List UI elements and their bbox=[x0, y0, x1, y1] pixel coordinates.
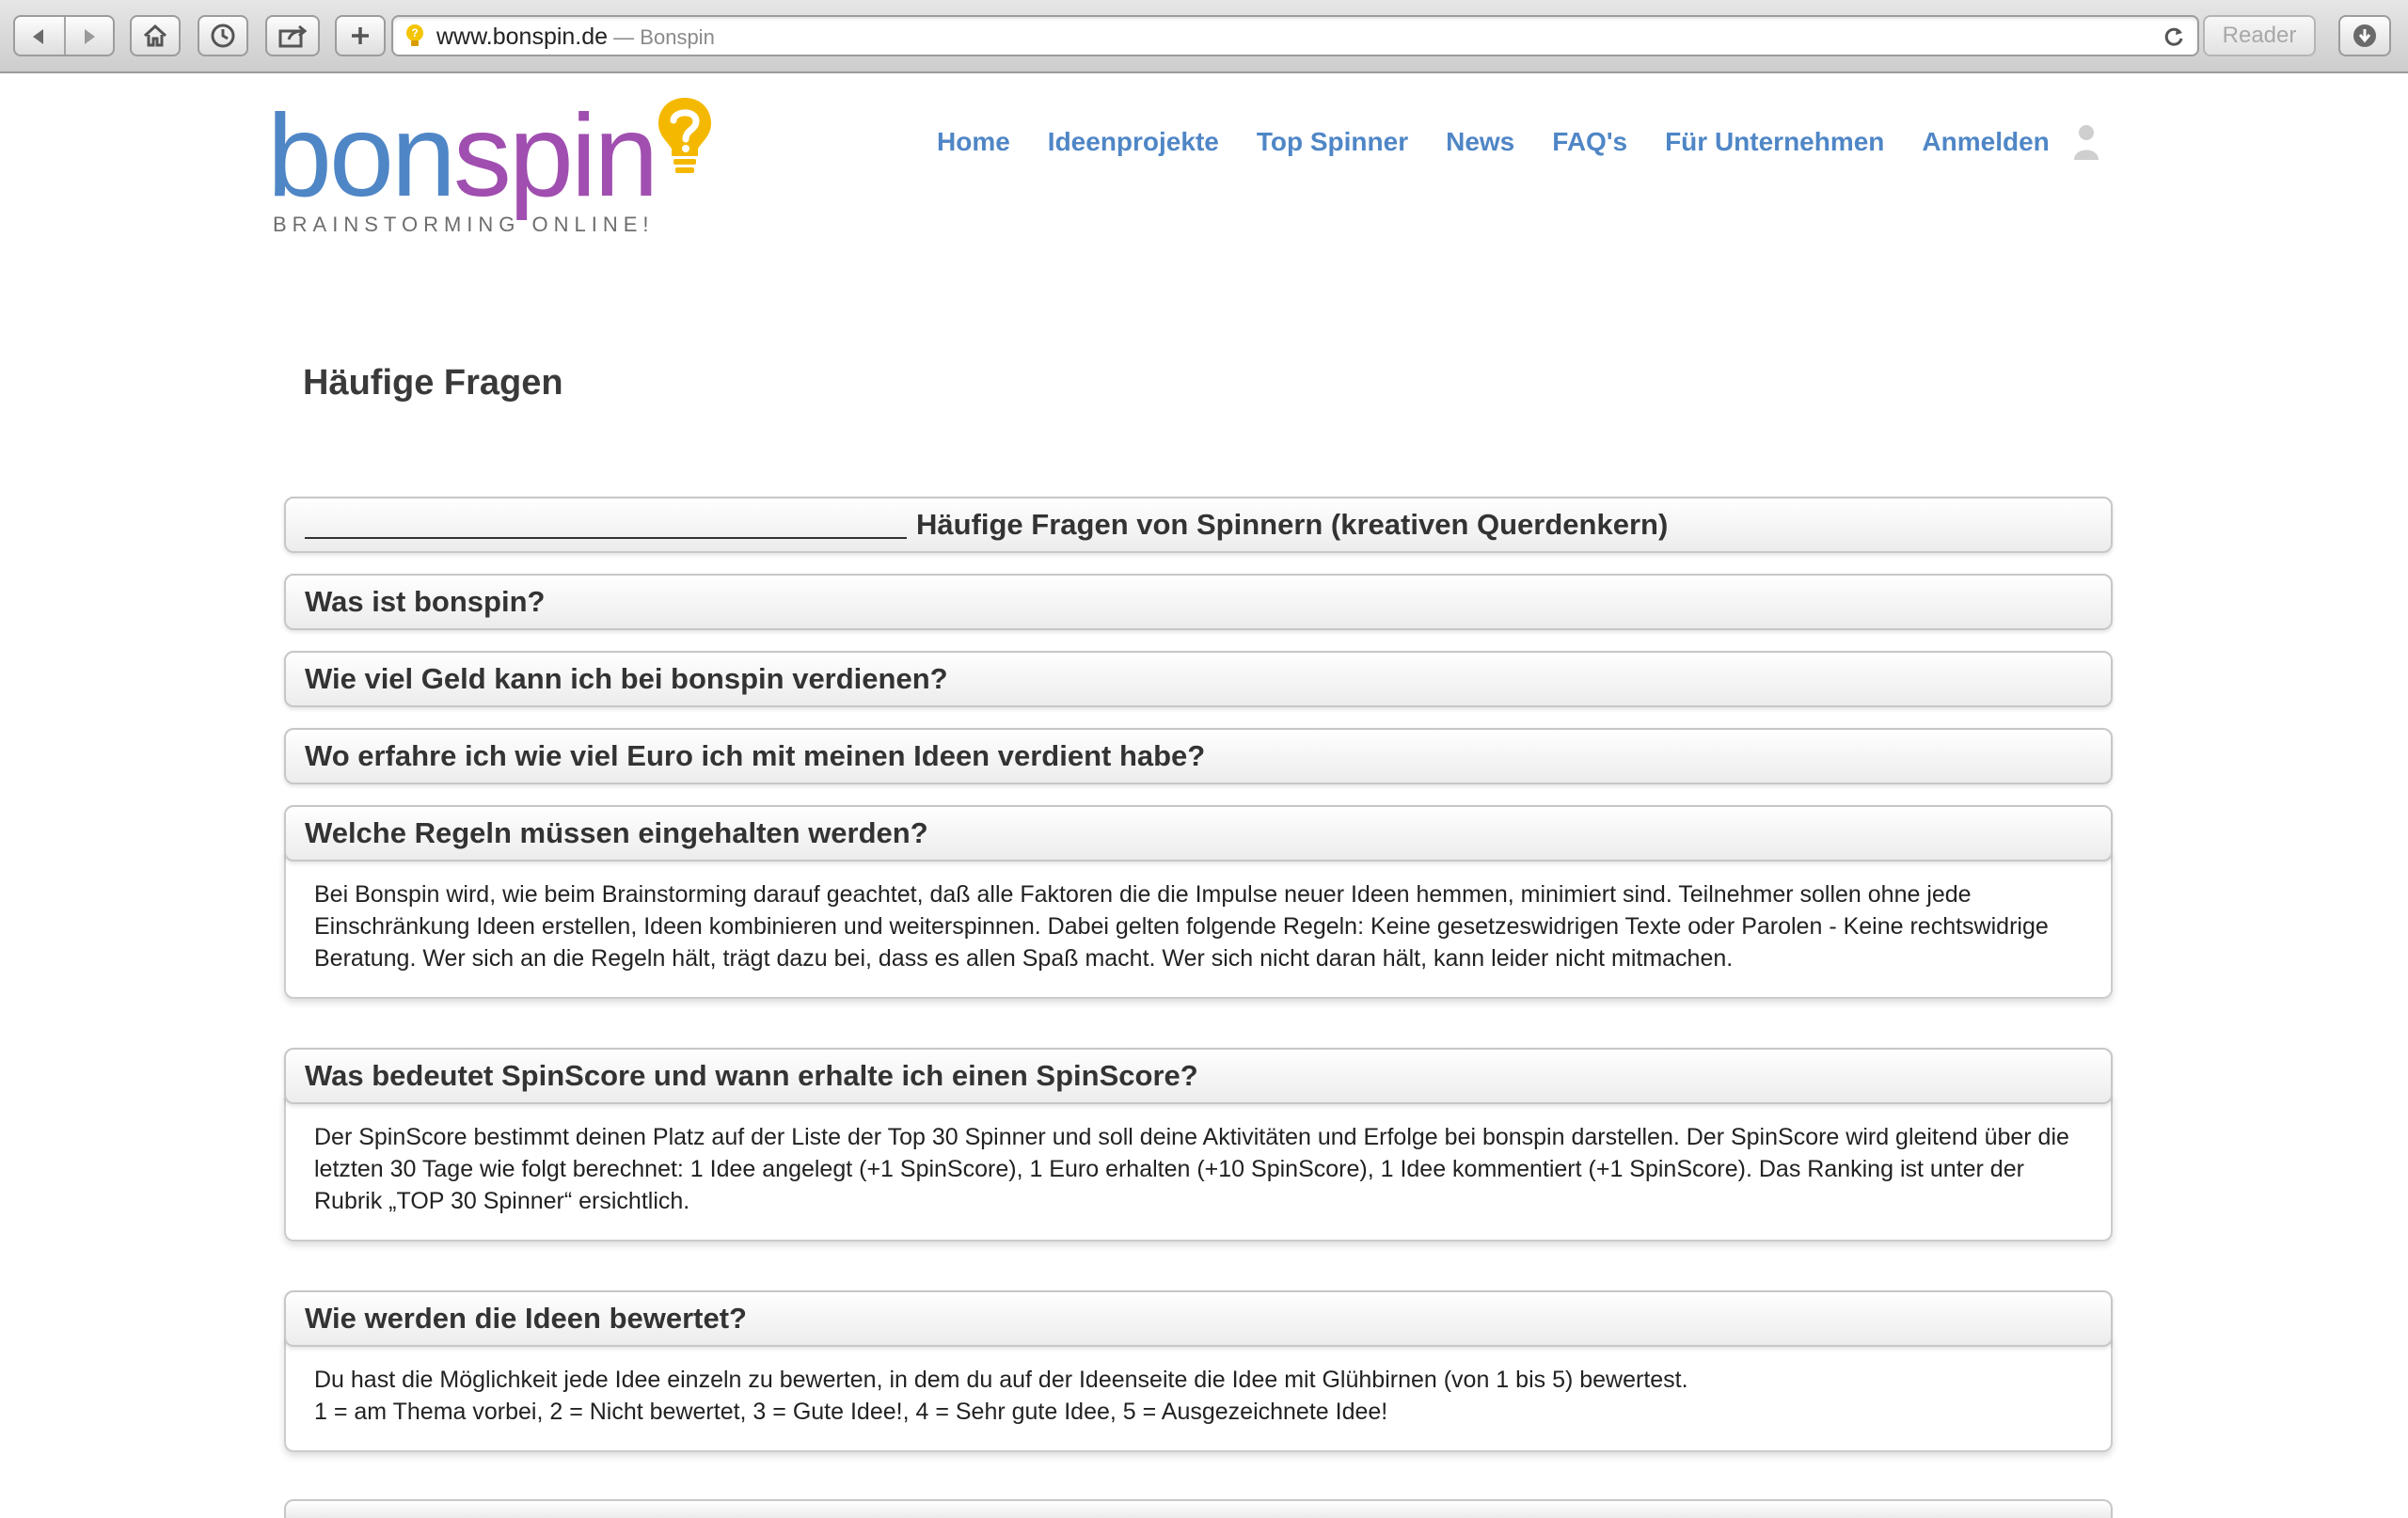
address-bar[interactable] bbox=[391, 15, 2199, 56]
svg-text:?: ? bbox=[411, 26, 419, 40]
faq-answer-line: 1 = am Thema vorbei, 2 = Nicht bewertet, 3 = Gute Idee!, 4 = Sehr gute Idee, 5 = Ausgezeichnete Idee! bbox=[314, 1399, 1388, 1425]
logo-word-bon: bon bbox=[267, 91, 453, 221]
faq-question[interactable] bbox=[284, 574, 2113, 630]
downloads-button[interactable] bbox=[2338, 15, 2391, 56]
main-nav bbox=[937, 122, 2100, 162]
faq-category-title: Häufige Fragen von Spinnern (kreativen Querdenkern) bbox=[916, 508, 1669, 541]
faq-question[interactable] bbox=[284, 651, 2113, 707]
faq-question-text: Wo erfahre ich wie viel Euro ich mit meinen Ideen verdient habe? bbox=[305, 739, 1206, 772]
forward-icon[interactable] bbox=[79, 26, 100, 47]
faq-question-expanded[interactable] bbox=[284, 1048, 2113, 1104]
site-bulb-icon bbox=[403, 23, 427, 55]
share-button[interactable] bbox=[265, 15, 320, 56]
back-forward-group bbox=[13, 15, 115, 56]
faq-category-header bbox=[284, 497, 2113, 553]
segment-divider bbox=[64, 17, 66, 55]
home-icon bbox=[142, 24, 168, 48]
faq-question-expanded[interactable] bbox=[284, 805, 2113, 862]
nav-home[interactable]: Home bbox=[937, 127, 1010, 156]
logo-wordmark bbox=[267, 90, 656, 222]
faq-question-expanded[interactable] bbox=[284, 1290, 2113, 1347]
faq-answer bbox=[284, 852, 2113, 999]
reload-icon[interactable] bbox=[2162, 24, 2186, 54]
faq-question-text: Wie viel Geld kann ich bei bonspin verdienen? bbox=[305, 662, 948, 695]
history-icon bbox=[210, 23, 236, 49]
faq-answer-line: Du hast die Möglichkeit jede Idee einzeln zu bewerten, in dem du auf der Ideenseite die Idee mit Glühbirnen (von 1 bis 5) bewertest. bbox=[314, 1367, 1688, 1393]
faq-answer bbox=[284, 1095, 2113, 1241]
reader-label: Reader bbox=[2222, 23, 2297, 48]
nav-top-spinner[interactable]: Top Spinner bbox=[1256, 127, 1409, 156]
faq-question-text: Welche Regeln müssen eingehalten werden? bbox=[305, 816, 928, 849]
new-tab-button[interactable] bbox=[335, 15, 386, 56]
browser-toolbar bbox=[0, 0, 2408, 73]
url-separator: — bbox=[608, 25, 641, 49]
nav-faqs[interactable]: FAQ's bbox=[1552, 127, 1628, 156]
lightbulb-question-icon bbox=[655, 94, 715, 189]
faq-answer-text: Der SpinScore bestimmt deinen Platz auf der Liste der Top 30 Spinner und soll deine Aktivitäten und Erfolge bei bonspin darstellen. Der SpinScore wird gleitend über die letzten 30 Tage wie folgt berechnet: 1 Idee angelegt (+1 SpinScore), 1 Euro erhalten (+10 SpinScore), 1 Idee kommentiert (+1 SpinScore). Das Ranking ist unter der Rubrik „TOP 30 Spinner“ ersichtlich. bbox=[314, 1124, 2069, 1214]
back-icon[interactable] bbox=[28, 26, 49, 47]
faq-question-partial[interactable] bbox=[284, 1499, 2113, 1518]
tab-page-title: Bonspin bbox=[640, 25, 715, 49]
logo-tagline: BRAINSTORMING ONLINE! bbox=[273, 213, 655, 236]
new-tab-icon bbox=[349, 24, 372, 47]
nav-anmelden[interactable]: Anmelden bbox=[1922, 127, 2050, 156]
page-title: Häufige Fragen bbox=[303, 363, 563, 403]
nav-ideenprojekte[interactable]: Ideenprojekte bbox=[1047, 127, 1219, 156]
url-text: www.bonspin.de bbox=[436, 24, 609, 50]
reader-button[interactable] bbox=[2203, 15, 2316, 56]
history-button[interactable] bbox=[198, 15, 248, 56]
faq-question-text: Was ist bonspin? bbox=[305, 585, 546, 618]
faq-question-text: Was bedeutet SpinScore und wann erhalte ich einen SpinScore? bbox=[305, 1059, 1198, 1092]
faq-answer-text: Bei Bonspin wird, wie beim Brainstorming darauf geachtet, daß alle Faktoren die die Impulse neuer Ideen hemmen, minimiert sind. Teilnehmer sollen ohne jede Einschränkung Ideen erstellen, Ideen kombinieren und weiterspinnen. Dabei gelten folgende Regeln: Keine gesetzeswidrigen Texte oder Parolen - Keine rechtswidrige Beratung. Wer sich an die Regeln hält, trägt dazu bei, dass es allen Spaß macht. Wer sich nicht daran hält, kann leider nicht mitmachen. bbox=[314, 881, 2049, 972]
share-icon bbox=[277, 24, 308, 48]
category-rule bbox=[305, 537, 907, 539]
downloads-icon bbox=[2351, 22, 2379, 50]
nav-news[interactable]: News bbox=[1446, 127, 1515, 156]
nav-fuer-unternehmen[interactable]: Für Unternehmen bbox=[1665, 127, 1885, 156]
faq-question[interactable] bbox=[284, 728, 2113, 784]
faq-answer bbox=[284, 1337, 2113, 1452]
site-logo[interactable] bbox=[267, 90, 737, 250]
user-icon[interactable] bbox=[2072, 122, 2100, 162]
url-display bbox=[436, 24, 715, 51]
logo-word-spin: spin bbox=[452, 91, 657, 221]
home-button[interactable] bbox=[130, 15, 181, 56]
faq-question-text: Wie werden die Ideen bewertet? bbox=[305, 1302, 747, 1335]
